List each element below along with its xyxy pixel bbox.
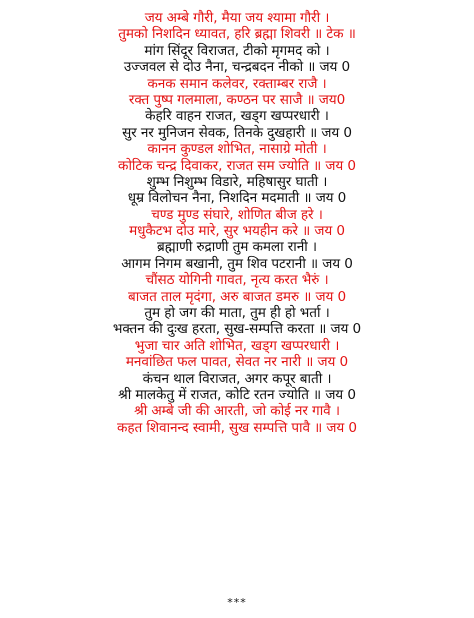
- verse-line: कनक समान कलेवर, रक्ताम्बर राजै ।: [147, 75, 327, 92]
- verse-line: कानन कुण्डल शोभित, नासाग्रे मोती ।: [147, 141, 327, 158]
- ending-mark: ***: [227, 596, 247, 609]
- verse-line: कहत शिवानन्द स्वामी, सुख सम्पत्ति पावै ॥ जय 0: [117, 419, 357, 436]
- verse-line: भुजा चार अति शोभित, खड्ग खप्परधारी ।: [134, 337, 340, 354]
- verse-line: चण्ड मुण्ड संघारे, शोणित बीज हरे ।: [151, 206, 323, 223]
- aarti-text: [0, 10, 474, 436]
- verse-line: भक्तन की दुःख हरता, सुख-सम्पत्ति करता ॥ जय 0: [112, 321, 362, 338]
- verse-line: जय अम्बे गौरी, मैया जय श्यामा गौरी ।: [144, 10, 330, 26]
- verse-line: केहरि वाहन राजत, खड्ग खप्परधारी ।: [145, 108, 329, 125]
- verse-line: मधुकैटभ दोउ मारे, सुर भयहीन करे ॥ जय 0: [129, 223, 345, 240]
- verse-line: बाजत ताल मृदंगा, अरु बाजत डमरु ॥ जय 0: [127, 288, 347, 305]
- verse-line: मनवांछित फल पावत, सेवत नर नारी ॥ जय 0: [125, 354, 349, 371]
- verse-line: चौंसठ योगिनी गावत, नृत्य करत भैरुं ।: [145, 272, 329, 289]
- verse-line: शुम्भ निशुम्भ विडारे, महिषासुर घाती ।: [146, 173, 328, 190]
- verse-line: धूम्र विलोचन नैना, निशदिन मदमाती ॥ जय 0: [127, 190, 347, 207]
- verse-line: रक्त पुष्प गलमाला, कण्ठन पर साजै ॥ जय0: [128, 91, 346, 108]
- verse-line: श्री मालकेतु में राजत, कोटि रतन ज्योति ॥ जय 0: [118, 386, 356, 403]
- verse-line: आगम निगम बखानी, तुम शिव पटरानी ॥ जय 0: [121, 255, 353, 272]
- verse-line: मांग सिंदूर विराजत, टीको मृगमद को ।: [144, 42, 330, 59]
- verse-line: कंचन थाल विराजत, अगर कपूर बाती ।: [142, 370, 332, 387]
- verse-line: तुमको निशदिन ध्यावत, हरि ब्रह्मा शिवरी ॥ टेक ॥: [118, 26, 356, 43]
- verse-line: तुम हो जग की माता, तुम ही हो भर्ता ।: [144, 305, 330, 322]
- verse-line: कोटिक चन्द्र दिवाकर, राजत सम ज्योति ॥ जय 0: [118, 157, 356, 174]
- verse-line: श्री अम्बे जी की आरती, जो कोई नर गावै ।: [134, 403, 340, 420]
- verse-line: सुर नर मुनिजन सेवक, तिनके दुखहारी ॥ जय 0: [122, 124, 352, 141]
- verse-line: ब्रह्माणी रुद्राणी तुम कमला रानी ।: [157, 239, 317, 256]
- verse-line: उज्जवल से दोउ नैना, चन्द्रबदन नीको ॥ जय 0: [123, 59, 351, 76]
